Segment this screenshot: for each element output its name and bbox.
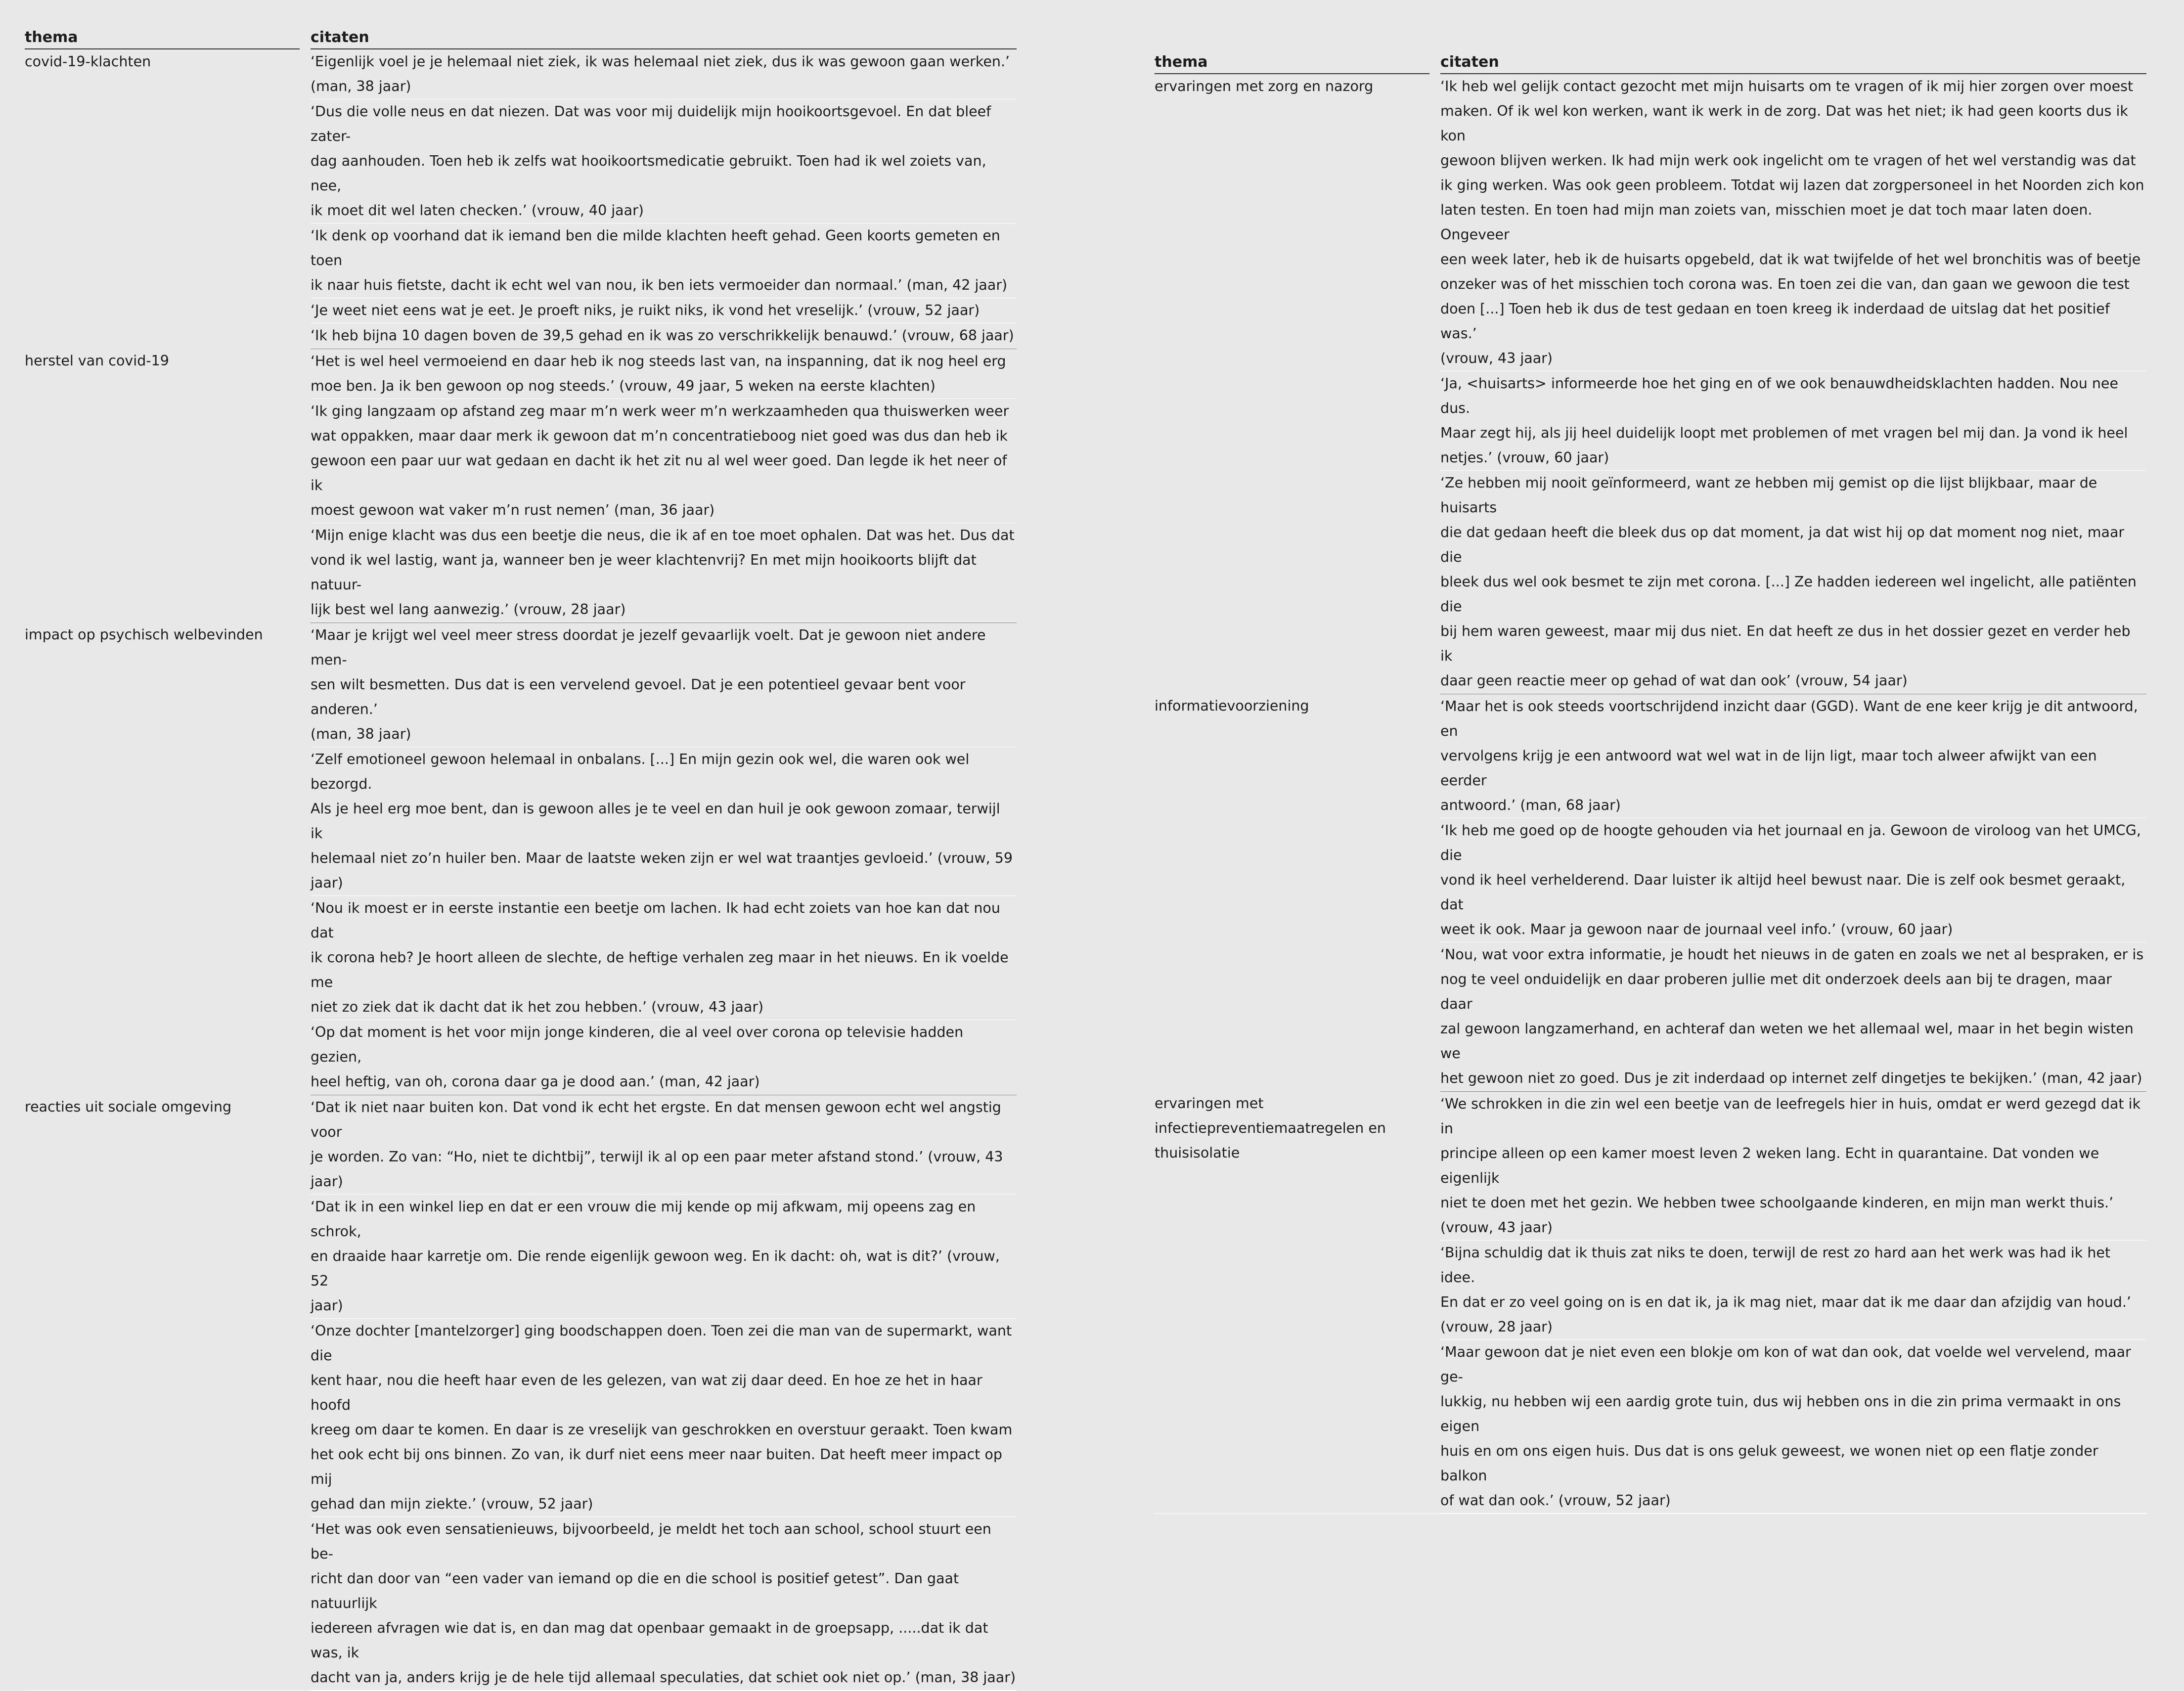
- quotes-cell: [311, 1095, 1017, 1691]
- quote: ‘Maar het is ook steeds voortschrijdend inzicht daar (GGD). Want de ene keer krijg je dit antwoord, en vervolgens krijg je een antwoord wat wel wat in de lijn ligt, maar toch alweer afwijkt van een eerder antwoord.’ (man, 68 jaar): [1440, 694, 2146, 818]
- quote: ‘Zelf emotioneel gewoon helemaal in onbalans. [...] En mijn gezin ook wel, die waren ook wel bezorgd. Als je heel erg moe bent, dan is gewoon alles je te veel en dan huil je ook gewoon zomaar, terwijl ik helemaal niet zo’n huiler ben. Maar de laatste weken zijn er wel wat traantjes gevloeid.’ (vrouw, 59 jaar): [311, 747, 1017, 896]
- table-header: [1155, 50, 2146, 74]
- quote: ‘Bijna schuldig dat ik thuis zat niks te doen, terwijl de rest zo hard aan het werk was had ik het idee. En dat er zo veel going on is en dat ik, ja ik mag niet, maar dat ik me daar dan afzijdig van houd.’ (vrouw, 28 jaar): [1440, 1241, 2146, 1340]
- header-citaten: citaten: [1440, 50, 2146, 74]
- quote: ‘Ze hebben mij nooit geïnformeerd, want ze hebben mij gemist op die lijst blijkbaar, maar de huisarts die dat gedaan heeft die bleek dus op dat moment, ja dat wist hij op dat moment nog niet, maar die bleek dus wel ook besmet te zijn met corona. [...] Ze hadden iedereen wel ingelicht, alle patiënten die bij hem waren geweest, maar mij dus niet. En dat heeft ze dus in het dossier gezet en verder heb ik daar geen reactie meer op gehad of wat dan ook’ (vrouw, 54 jaar): [1440, 471, 2146, 694]
- quote: ‘Nou, wat voor extra informatie, je houdt het nieuws in de gaten en zoals we net al bespraken, er is nog te veel onduidelijk en daar proberen jullie met dit onderzoek deels aan bij te dragen, maar daar zal gewoon langzamerhand, en achteraf dan weten we het allemaal wel, maar in het begin wisten we het gewoon niet zo goed. Dus je zit inderdaad op internet zelf dingetjes te bekijken.’ (man, 42 jaar): [1440, 942, 2146, 1091]
- theme-label: ervaringen met zorg en nazorg: [1155, 78, 1374, 94]
- theme-row: [1155, 74, 2146, 694]
- theme-row: [25, 623, 1017, 1095]
- quote: ‘We schrokken in die zin wel een beetje van de leefregels hier in huis, omdat er werd gezegd dat ik in principe alleen op een kamer moest leven 2 weken lang. Echt in quarantaine. Dat vonden we eigenlijk niet te doen met het gezin. We hebben twee schoolgaande kinderen, en mijn man werkt thuis.’ (vrouw, 43 jaar): [1440, 1092, 2146, 1241]
- table-body: [25, 49, 1017, 1691]
- quote: ‘Dat ik in een winkel liep en dat er een vrouw die mij kende op mij afkwam, mij opeens zag en schrok, en draaide haar karretje om. Die rende eigenlijk gewoon weg. En ik dacht: oh, wat is dit?’ (vrouw, 52 jaar): [311, 1195, 1017, 1319]
- quote: ‘Je weet niet eens wat je eet. Je proeft niks, je ruikt niks, ik vond het vreselijk.’ (vrouw, 52 jaar): [311, 298, 1017, 323]
- quotes-cell: [1440, 1091, 2146, 1513]
- theme-label: reacties uit sociale omgeving: [25, 1099, 232, 1115]
- header-thema: thema: [25, 26, 300, 49]
- quote: ‘Maar je krijgt wel veel meer stress doordat je jezelf gevaarlijk voelt. Dat je gewoon niet andere men- sen wilt besmetten. Dus dat is een vervelend gevoel. Dat je een potentieel gevaar bent voor anderen.’ (man, 38 jaar): [311, 623, 1017, 747]
- quotes-cell: [311, 623, 1017, 1095]
- quote: ‘Maar gewoon dat je niet even een blokje om kon of wat dan ook, dat voelde wel vervelend, maar ge- lukkig, nu hebben wij een aardig grote tuin, dus wij hebben ons in die zin prima vermaakt in ons eigen huis en om ons eigen huis. Dus dat is ons geluk geweest, we wonen niet op een flatje zonder balkon of wat dan ook.’ (vrouw, 52 jaar): [1440, 1340, 2146, 1513]
- table-header: [25, 26, 1017, 49]
- quote: ‘Ik ging langzaam op afstand zeg maar m’n werk weer m’n werkzaamheden qua thuiswerken weer wat oppakken, maar daar merk ik gewoon dat m’n concentratieboog niet goed was dus dan heb ik gewoon een paar uur wat gedaan en dacht ik het zit nu al wel weer goed. Dan legde ik het neer of ik moest gewoon wat vaker m’n rust nemen’ (man, 36 jaar): [311, 399, 1017, 523]
- header-thema: thema: [1155, 50, 1429, 74]
- quote: ‘Het is wel heel vermoeiend en daar heb ik nog steeds last van, na inspanning, dat ik nog heel erg moe ben. Ja ik ben gewoon op nog steeds.’ (vrouw, 49 jaar, 5 weken na eerste klachten): [311, 349, 1017, 399]
- quote: ‘Ik heb bijna 10 dagen boven de 39,5 gehad en ik was zo verschrikkelijk benauwd.’ (vrouw, 68 jaar): [311, 323, 1017, 349]
- quote: ‘Nou ik moest er in eerste instantie een beetje om lachen. Ik had echt zoiets van hoe kan dat nou dat ik corona heb? Je hoort alleen de slechte, de heftige verhalen zeg maar in het nieuws. En ik voelde me niet zo ziek dat ik dacht dat ik het zou hebben.’ (vrouw, 43 jaar): [311, 896, 1017, 1020]
- quote: ‘Ik denk op voorhand dat ik iemand ben die milde klachten heeft gehad. Geen koorts gemeten en toen ik naar huis fietste, dacht ik echt wel van nou, ik ben iets vermoeider dan normaal.’ (man, 42 jaar): [311, 223, 1017, 298]
- theme-row: [1155, 1091, 2146, 1513]
- theme-row: [1155, 694, 2146, 1091]
- quotes-cell: [1440, 74, 2146, 694]
- quote: ‘Ik heb wel gelijk contact gezocht met mijn huisarts om te vragen of ik mij hier zorgen over moest maken. Of ik wel kon werken, want ik werk in de zorg. Dat was het niet; ik had geen koorts dus ik kon gewoon blijven werken. Ik had mijn werk ook ingelicht om te vragen of het wel verstandig was dat ik ging werken. Was ook geen probleem. Totdat wij lazen dat zorgpersoneel in het Noorden zich kon laten testen. En toen had mijn man zoiets van, misschien moet je dat toch maar laten doen. Ongeveer een week later, heb ik de huisarts opgebeld, dat ik wat twijfelde of het wel bronchitis was of beetje onzeker was of het misschien toch corona was. En toen zei die van, dan gaan we gewoon die test doen [...] Toen heb ik dus de test gedaan en toen kreeg ik inderdaad de uitslag dat het positief was.’ (vrouw, 43 jaar): [1440, 74, 2146, 371]
- quote: ‘Dat ik niet naar buiten kon. Dat vond ik echt het ergste. En dat mensen gewoon echt wel angstig voor je worden. Zo van: “Ho, niet te dichtbij”, terwijl ik al op een paar meter afstand stond.’ (vrouw, 43 jaar): [311, 1095, 1017, 1195]
- quote: ‘Mijn enige klacht was dus een beetje die neus, die ik af en toe moet ophalen. Dat was het. Dus dat vond ik wel lastig, want ja, wanneer ben je weer klachtenvrij? En met mijn hooikoorts blijft dat natuur- lijk best wel lang aanwezig.’ (vrouw, 28 jaar): [311, 523, 1017, 623]
- table-body: [1155, 74, 2146, 1513]
- theme-label: informatievoorziening: [1155, 698, 1309, 714]
- quotes-cell: [311, 49, 1017, 349]
- theme-row: [25, 49, 1017, 349]
- quote: ‘Dus die volle neus en dat niezen. Dat was voor mij duidelijk mijn hooikoortsgevoel. En dat bleef zater- dag aanhouden. Toen heb ik zelfs wat hooikoortsmedicatie gebruikt. Toen had ik wel zoiets van, nee, ik moet dit wel laten checken.’ (vrouw, 40 jaar): [311, 99, 1017, 223]
- theme-label: impact op psychisch welbevinden: [25, 626, 263, 643]
- quote: ‘Onze dochter [mantelzorger] ging boodschappen doen. Toen zei die man van de supermarkt, want die kent haar, nou die heeft haar even de les gelezen, van wat zij daar deed. En hoe ze het in haar hoofd kreeg om daar te komen. En daar is ze vreselijk van geschrokken en overstuur geraakt. Toen kwam het ook echt bij ons binnen. Zo van, ik durf niet eens meer naar buiten. Dat heeft meer impact op mij gehad dan mijn ziekte.’ (vrouw, 52 jaar): [311, 1319, 1017, 1517]
- theme-label: covid-19-klachten: [25, 53, 151, 70]
- theme-label: herstel van covid-19: [25, 353, 169, 369]
- theme-label: ervaringen met infectiepreventiemaatregelen en thuisisolatie: [1155, 1095, 1386, 1161]
- quote: ‘Eigenlijk voel je je helemaal niet ziek, ik was helemaal niet ziek, dus ik was gewoon gaan werken.’ (man, 38 jaar): [311, 49, 1017, 99]
- quotes-cell: [1440, 694, 2146, 1091]
- quotes-cell: [311, 349, 1017, 623]
- quote: ‘Het was ook even sensatienieuws, bijvoorbeeld, je meldt het toch aan school, school stuurt een be- richt dan door van “een vader van iemand op die en die school is positief getest”. Dan gaat natuurlijk iedereen afvragen wie dat is, en dan mag dat openbaar gemaakt in de groepsapp, .....dat ik dat was, ik dacht van ja, anders krijg je de hele tijd allemaal speculaties, dat schiet ook niet op.’ (man, 38 jaar): [311, 1517, 1017, 1691]
- theme-row: [25, 349, 1017, 623]
- theme-row: [25, 1095, 1017, 1691]
- quote: ‘Op dat moment is het voor mijn jonge kinderen, die al veel over corona op televisie hadden gezien, heel heftig, van oh, corona daar ga je dood aan.’ (man, 42 jaar): [311, 1020, 1017, 1095]
- quote: ‘Ja, <huisarts> informeerde hoe het ging en of we ook benauwdheidsklachten hadden. Nou nee dus. Maar zegt hij, als jij heel duidelijk loopt met problemen of met vragen bel mij dan. Ja vond ik heel netjes.’ (vrouw, 60 jaar): [1440, 371, 2146, 471]
- header-citaten: citaten: [311, 26, 1017, 49]
- quote: ‘Ik heb me goed op de hoogte gehouden via het journaal en ja. Gewoon de viroloog van het UMCG, die vond ik heel verhelderend. Daar luister ik altijd heel bewust naar. Die is zelf ook besmet geraakt, dat weet ik ook. Maar ja gewoon naar de journaal veel info.’ (vrouw, 60 jaar): [1440, 818, 2146, 942]
- left-table: [25, 26, 1017, 1691]
- right-table: [1155, 50, 2146, 1514]
